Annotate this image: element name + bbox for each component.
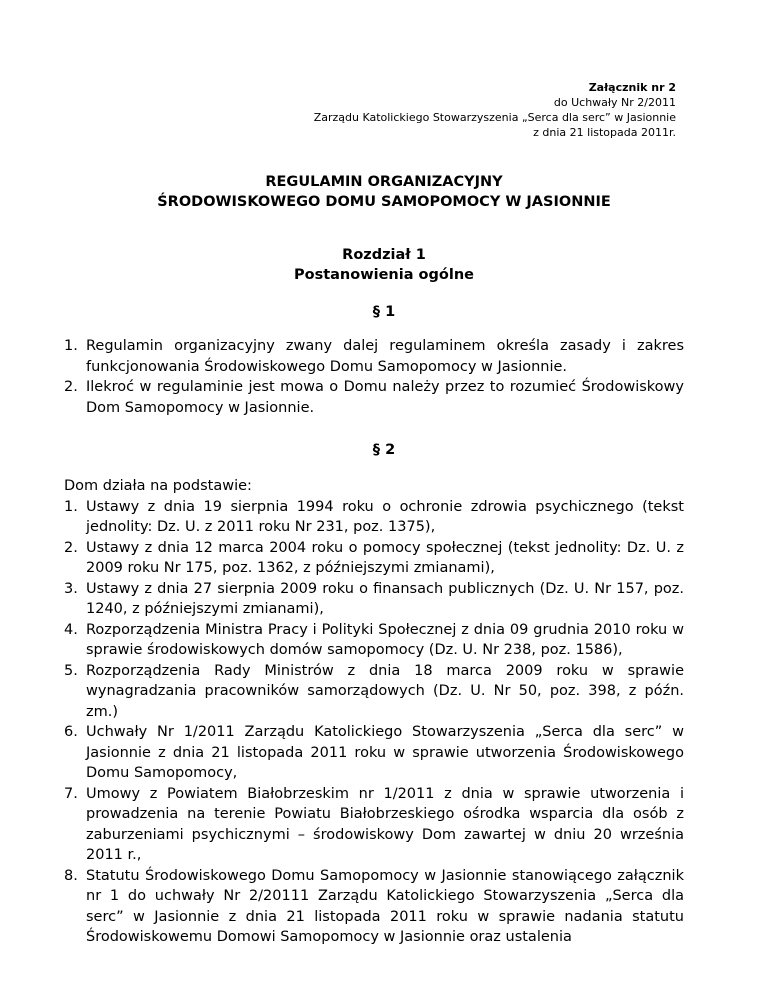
chapter-name: Postanowienia ogólne: [294, 267, 474, 283]
list-item-text: Regulamin organizacyjny zwany dalej regulaminem określa zasady i zakres funkcjonowania Środowiskowego Domu Samopomocy w Jasionnie.: [86, 338, 684, 375]
section-2-list: [64, 476, 684, 948]
list-item-text: Statutu Środowiskowego Domu Samopomocy w Jasionnie stanowiącego załącznik nr 1 do uchwały Nr 2/20111 Zarządu Katolickiego Stowarzyszenia „Serca dla serc” w Jasionnie z dnia 21 listopada 2011 roku w sprawie nadania statutu Środowiskowemu Domowi Samopomocy w Jasionnie oraz ustalenia: [86, 867, 684, 945]
list-item: [64, 497, 684, 538]
list-item: [64, 538, 684, 579]
list-item-number: 7.: [64, 785, 78, 802]
list-item: [64, 620, 684, 661]
section-2-heading: § 2: [372, 442, 396, 458]
list-item-number: 5.: [64, 662, 78, 679]
list-item-number: 3.: [64, 580, 78, 597]
list-item-text: Rozporządzenia Rady Ministrów z dnia 18 marca 2009 roku w sprawie wynagradzania pracowników samorządowych (Dz. U. Nr 50, poz. 398, z późn. zm.): [86, 662, 684, 720]
section-1-heading: § 1: [372, 304, 396, 320]
title-line-2: ŚRODOWISKOWEGO DOMU SAMOPOMOCY W JASIONNIE: [157, 194, 611, 210]
list-item: [64, 661, 684, 723]
list-item-number: 2.: [64, 539, 78, 556]
chapter-number: Rozdział 1: [342, 247, 426, 263]
list-item-text: Ustawy z dnia 27 sierpnia 2009 roku o finansach publicznych (Dz. U. Nr 157, poz. 1240, z późniejszymi zmianami),: [86, 580, 684, 617]
list-item-text: Uchwały Nr 1/2011 Zarządu Katolickiego Stowarzyszenia „Serca dla serc” w Jasionnie z dnia 21 listopada 2011 roku w sprawie utworzenia Środowiskowego Domu Samopomocy,: [86, 724, 684, 781]
list-item: [64, 377, 684, 418]
list-item-number: 6.: [64, 724, 78, 740]
list-item: [64, 722, 684, 784]
list-item-text: Ilekroć w regulaminie jest mowa o Domu należy przez to rozumieć Środowiskowy Dom Samopomocy w Jasionnie.: [86, 379, 684, 416]
annex-header: [314, 80, 676, 140]
document-title: [90, 172, 678, 212]
list-item-number: 1.: [64, 338, 78, 354]
section-2-intro: Dom działa na podstawie:: [64, 478, 252, 494]
annex-number: Załącznik nr 2: [588, 81, 676, 94]
list-item-text: Rozporządzenia Ministra Pracy i Polityki Społecznej z dnia 09 grudnia 2010 roku w sprawie środowiskowych domów samopomocy (Dz. U. Nr 238, poz. 1586),: [86, 621, 684, 658]
list-item-text: Ustawy z dnia 19 sierpnia 1994 roku o ochronie zdrowia psychicznego (tekst jednolity: Dz. U. z 2011 roku Nr 231, poz. 1375),: [86, 498, 684, 535]
title-line-1: REGULAMIN ORGANIZACYJNY: [265, 174, 503, 190]
list-item: [64, 336, 684, 377]
list-item: [64, 579, 684, 620]
list-item-number: 1.: [64, 498, 78, 515]
list-item: [64, 866, 684, 948]
list-item: [64, 784, 684, 866]
annex-board: Zarządu Katolickiego Stowarzyszenia „Serca dla serc” w Jasionnie: [313, 111, 676, 124]
list-item-text: Ustawy z dnia 12 marca 2004 roku o pomocy społecznej (tekst jednolity: Dz. U. z 2009 roku Nr 175, poz. 1362, z późniejszymi zmianami),: [86, 539, 684, 576]
chapter-heading: [90, 245, 678, 285]
section-1-list: [64, 336, 684, 418]
annex-date: z dnia 21 listopada 2011r.: [533, 126, 676, 139]
list-item-number: 4.: [64, 621, 78, 638]
list-item-number: 8.: [64, 867, 78, 884]
list-item-text: Umowy z Powiatem Białobrzeskim nr 1/2011 z dnia w sprawie utworzenia i prowadzenia na terenie Powiatu Białobrzeskiego ośrodka wsparcia dla osób z zaburzeniami psychicznymi – środowiskowy Dom zawartej w dniu 20 września 2011 r.,: [86, 785, 684, 863]
annex-resolution: do Uchwały Nr 2/2011: [553, 96, 676, 109]
list-item-number: 2.: [64, 379, 78, 395]
